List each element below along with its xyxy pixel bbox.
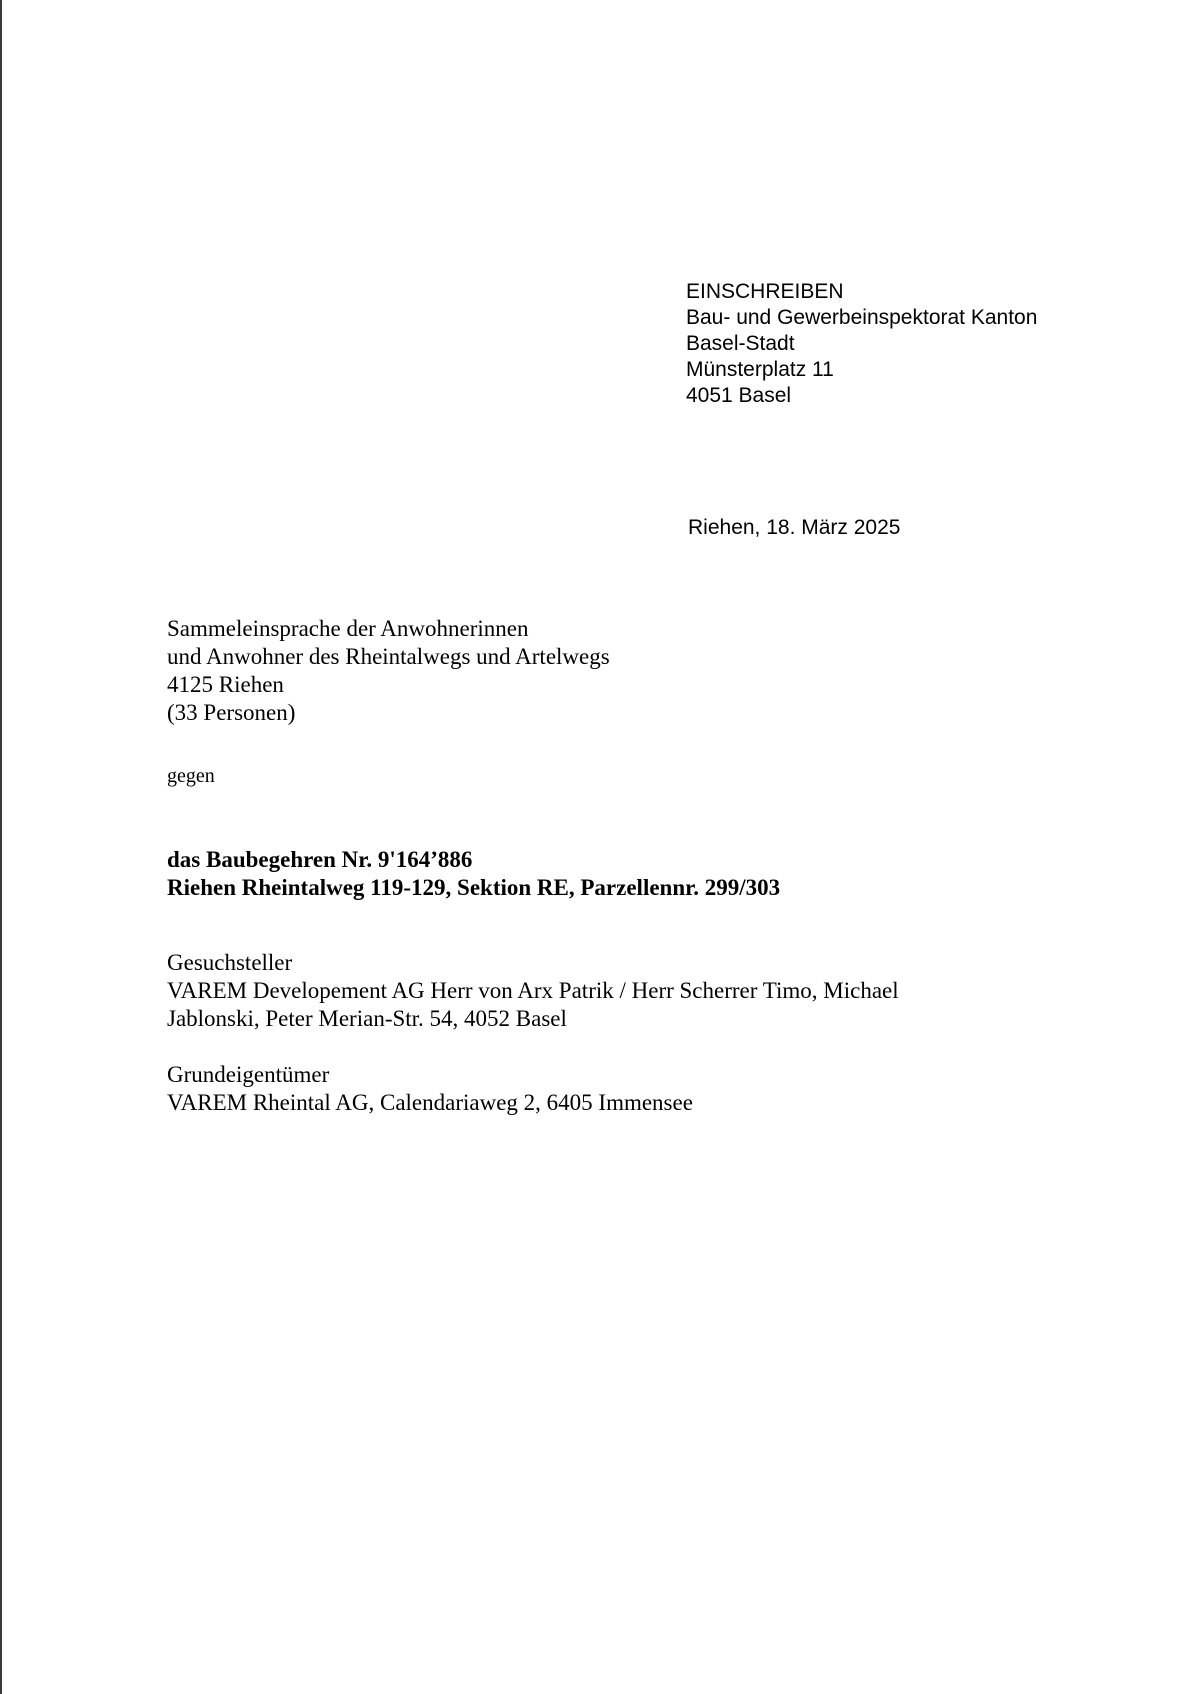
subject-line-application-number: das Baubegehren Nr. 9'164’886 (167, 847, 473, 872)
recipient-address-block (686, 279, 1037, 409)
owner-line: VAREM Rheintal AG, Calendariaweg 2, 6405 Immensee (167, 1090, 693, 1115)
against-label: gegen (167, 765, 215, 787)
applicant-line: VAREM Developement AG Herr von Arx Patrik / Herr Scherrer Timo, Michael (167, 978, 899, 1003)
applicant-heading: Gesuchsteller (167, 950, 293, 975)
subject-block (167, 846, 780, 902)
applicant-line: Jablonski, Peter Merian-Str. 54, 4052 Basel (167, 1006, 567, 1031)
owner-block (167, 1061, 693, 1117)
recipient-street: Münsterplatz 11 (686, 358, 834, 381)
recipient-name-line-2: Basel-Stadt (686, 332, 795, 355)
registered-mail-label: EINSCHREIBEN (686, 280, 844, 303)
sender-line: und Anwohner des Rheintalwegs und Artelwegs (167, 644, 610, 669)
owner-heading: Grundeigentümer (167, 1062, 330, 1087)
sender-block (167, 615, 610, 727)
recipient-name-line-1: Bau- und Gewerbeinspektorat Kanton (686, 306, 1038, 329)
sender-line: Sammeleinsprache der Anwohnerinnen (167, 616, 529, 641)
sender-line: (33 Personen) (167, 700, 296, 725)
applicant-block (167, 949, 899, 1033)
page-edge (0, 0, 2, 1694)
subject-line-location: Riehen Rheintalweg 119-129, Sektion RE, Parzellennr. 299/303 (167, 875, 781, 900)
sender-line: 4125 Riehen (167, 672, 284, 697)
recipient-city: 4051 Basel (686, 384, 792, 407)
place-and-date: Riehen, 18. März 2025 (688, 516, 901, 539)
